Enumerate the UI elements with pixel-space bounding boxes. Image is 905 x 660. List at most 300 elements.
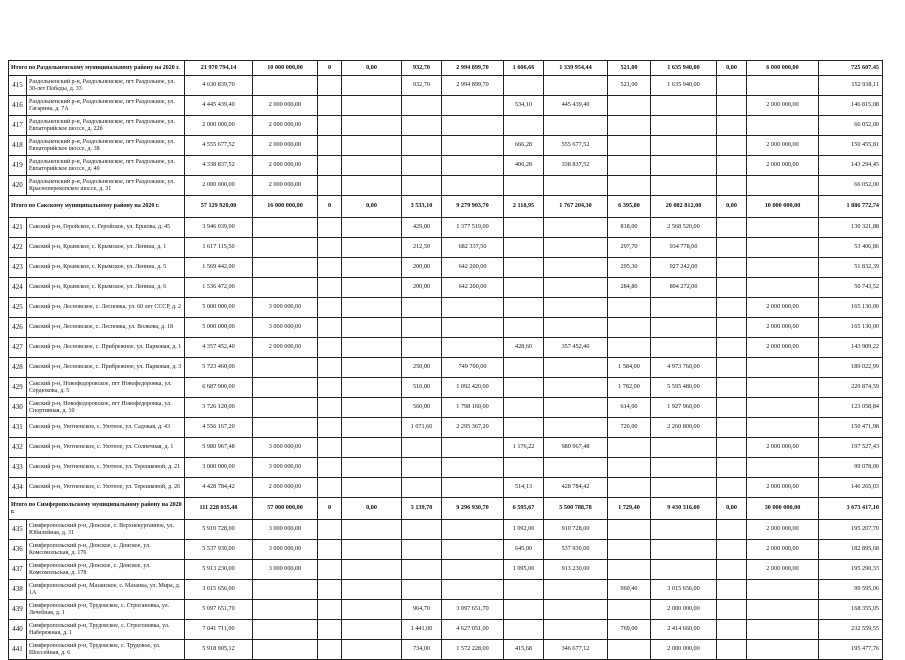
value-cell (504, 318, 544, 338)
value-cell (253, 258, 318, 278)
value-cell (608, 136, 651, 156)
value-cell (717, 418, 747, 438)
value-cell (608, 520, 651, 540)
value-cell (318, 458, 342, 478)
table-row (9, 358, 883, 378)
value-cell (253, 580, 318, 600)
value-cell: 2 000 000,00 (651, 600, 717, 620)
value-cell (651, 438, 717, 458)
value-cell (717, 278, 747, 298)
value-cell: 0,00 (342, 196, 402, 218)
value-cell: 150 471,98 (819, 418, 883, 438)
value-cell: 99 078,00 (819, 458, 883, 478)
value-cell: 0 (318, 61, 342, 76)
table-row (9, 438, 883, 458)
value-cell (651, 478, 717, 498)
value-cell: 2 000 000,00 (747, 156, 819, 176)
value-cell: 195 477,76 (819, 640, 883, 660)
value-cell (717, 156, 747, 176)
value-cell (318, 358, 342, 378)
value-cell: 3 000 000,00 (253, 298, 318, 318)
value-cell (342, 458, 402, 478)
value-cell (342, 156, 402, 176)
table-row (9, 278, 883, 298)
value-cell (608, 338, 651, 358)
value-cell (651, 298, 717, 318)
value-cell (651, 458, 717, 478)
value-cell (504, 218, 544, 238)
value-cell (318, 478, 342, 498)
address-cell: Сакский р-н, Лесновское, с. Прибрежное, ул. Парковая, д. 3 (27, 358, 185, 378)
table-row (9, 96, 883, 116)
table-row (9, 520, 883, 540)
value-cell (442, 458, 504, 478)
row-number: 428 (9, 358, 27, 378)
value-cell: 3 015 656,00 (185, 580, 253, 600)
value-cell (717, 620, 747, 640)
value-cell (342, 136, 402, 156)
value-cell (747, 176, 819, 196)
value-cell (504, 298, 544, 318)
row-number: 420 (9, 176, 27, 196)
value-cell (318, 298, 342, 318)
value-cell: 4 630 839,70 (185, 76, 253, 96)
value-cell (717, 318, 747, 338)
value-cell (318, 580, 342, 600)
value-cell: 6 595,67 (504, 498, 544, 520)
value-cell: 3 000 000,00 (253, 438, 318, 458)
value-cell: 4 556 167,20 (185, 418, 253, 438)
value-cell (717, 136, 747, 156)
value-cell (651, 338, 717, 358)
value-cell (504, 258, 544, 278)
address-cell: Раздольненский р-н, Раздольненское, пгт Раздольное, ул. Евпаторийское шоссе, д. 38 (27, 136, 185, 156)
value-cell (402, 96, 442, 116)
value-cell: 2 000 000,00 (747, 136, 819, 156)
value-cell: 51 832,39 (819, 258, 883, 278)
value-cell (544, 76, 608, 96)
value-cell (318, 520, 342, 540)
value-cell (717, 438, 747, 458)
value-cell: 2 000 000,00 (185, 116, 253, 136)
value-cell (544, 358, 608, 378)
value-cell (717, 176, 747, 196)
value-cell (544, 580, 608, 600)
row-number: 439 (9, 600, 27, 620)
value-cell (608, 298, 651, 318)
table-row (9, 478, 883, 498)
value-cell: 4 627 051,00 (442, 620, 504, 640)
value-cell: 6 687 900,00 (185, 378, 253, 398)
value-cell (504, 620, 544, 640)
value-cell: 3 946 039,00 (185, 218, 253, 238)
value-cell (747, 458, 819, 478)
value-cell: 57 129 920,00 (185, 196, 253, 218)
value-cell (402, 438, 442, 458)
value-cell (342, 218, 402, 238)
row-number: 438 (9, 580, 27, 600)
value-cell (342, 540, 402, 560)
district-total-row (9, 498, 883, 520)
address-cell: Сакский р-н, Геройское, с. Геройское, ул. Ершова, д. 45 (27, 218, 185, 238)
value-cell: 1 572 228,00 (442, 640, 504, 660)
value-cell: 3 015 656,00 (651, 580, 717, 600)
value-cell: 927 242,00 (651, 258, 717, 278)
value-cell (544, 238, 608, 258)
row-number: 429 (9, 378, 27, 398)
value-cell (253, 620, 318, 640)
value-cell (253, 76, 318, 96)
value-cell (342, 96, 402, 116)
value-cell (504, 378, 544, 398)
value-cell (608, 176, 651, 196)
row-number: 423 (9, 258, 27, 278)
value-cell (342, 600, 402, 620)
value-cell (504, 418, 544, 438)
district-total-row (9, 61, 883, 76)
value-cell: 964,70 (402, 600, 442, 620)
value-cell: 3 000 000,00 (185, 458, 253, 478)
value-cell: 720,00 (608, 418, 651, 438)
value-cell (318, 600, 342, 620)
value-cell: 143 294,45 (819, 156, 883, 176)
value-cell (318, 560, 342, 580)
value-cell: 5 000 000,00 (185, 298, 253, 318)
value-cell: 195 207,70 (819, 520, 883, 540)
address-cell: Симферопольский р-н, Трудовское, с. Строгановка, ул. Лечебная, д. 1 (27, 600, 185, 620)
value-cell (442, 136, 504, 156)
value-cell: 1 635 940,00 (651, 61, 717, 76)
row-number: 417 (9, 116, 27, 136)
address-cell: Раздольненский р-н, Раздольненское, пгт Раздольное, ул. 30-лет Победы, д. 33 (27, 76, 185, 96)
value-cell (544, 600, 608, 620)
value-cell (442, 560, 504, 580)
value-cell: 5 000 000,00 (185, 318, 253, 338)
value-cell: 16 000 000,00 (253, 196, 318, 218)
value-cell: 195 290,33 (819, 560, 883, 580)
value-cell: 3 000 000,00 (253, 560, 318, 580)
value-cell (318, 418, 342, 438)
value-cell: 9 430 316,00 (651, 498, 717, 520)
value-cell: 510,00 (402, 378, 442, 398)
row-number: 434 (9, 478, 27, 498)
value-cell (318, 278, 342, 298)
value-cell (544, 458, 608, 478)
value-cell (402, 136, 442, 156)
value-cell: 406,28 (504, 156, 544, 176)
value-cell (747, 258, 819, 278)
value-cell: 521,00 (608, 76, 651, 96)
address-cell: Раздольненский р-н, Раздольненское, пгт Раздольное, ул. Красноперекопское шоссе, д. 31 (27, 176, 185, 196)
address-cell: Сакский р-н, Уютненское, с. Уютное, ул. Терешковой, д. 26 (27, 478, 185, 498)
value-cell (342, 358, 402, 378)
value-cell (747, 218, 819, 238)
value-cell (442, 540, 504, 560)
address-cell: Симферопольский р-н, Донское, с. Донское, ул. Комсомольская, д. 176 (27, 540, 185, 560)
value-cell (402, 478, 442, 498)
value-cell (747, 640, 819, 660)
address-cell: Раздольненский р-н, Раздольненское, пгт Раздольное, ул. Евпаторийское шоссе, д. 40 (27, 156, 185, 176)
value-cell (253, 418, 318, 438)
value-cell: 297,70 (608, 238, 651, 258)
value-cell (318, 378, 342, 398)
value-cell (747, 620, 819, 640)
value-cell: 1 095,00 (504, 560, 544, 580)
table-row (9, 378, 883, 398)
row-number: 432 (9, 438, 27, 458)
value-cell: 3 533,10 (402, 196, 442, 218)
value-cell: 932,70 (402, 76, 442, 96)
value-cell (717, 520, 747, 540)
value-cell: 3 139,70 (402, 498, 442, 520)
address-cell: Симферопольский р-н, Донское, с. Донское, ул. Комсомольская, д. 178 (27, 560, 185, 580)
value-cell (544, 398, 608, 418)
value-cell (717, 640, 747, 660)
value-cell (747, 378, 819, 398)
value-cell (608, 478, 651, 498)
value-cell (342, 338, 402, 358)
table-row (9, 580, 883, 600)
value-cell (253, 640, 318, 660)
value-cell: 1 886 772,74 (819, 196, 883, 218)
address-cell: Сакский р-н, Уютненское, с. Уютное, ул. Терешковой, д. 21 (27, 458, 185, 478)
value-cell: 189 022,99 (819, 358, 883, 378)
value-cell: 5 595 480,00 (651, 378, 717, 398)
table-row (9, 560, 883, 580)
value-cell: 123 058,84 (819, 398, 883, 418)
value-cell (717, 458, 747, 478)
value-cell (651, 136, 717, 156)
value-cell: 53 406,86 (819, 238, 883, 258)
value-cell (402, 176, 442, 196)
row-number: 418 (9, 136, 27, 156)
row-number: 433 (9, 458, 27, 478)
value-cell: 1 092,00 (504, 520, 544, 540)
value-cell (442, 438, 504, 458)
value-cell: 5 723 460,00 (185, 358, 253, 378)
value-cell: 6 395,80 (608, 196, 651, 218)
value-cell (544, 176, 608, 196)
table-row (9, 258, 883, 278)
value-cell: 152 938,11 (819, 76, 883, 96)
value-cell: 429,00 (402, 218, 442, 238)
value-cell (342, 478, 402, 498)
value-cell: 220 874,59 (819, 378, 883, 398)
value-cell (318, 176, 342, 196)
value-cell (342, 258, 402, 278)
value-cell: 1 729,40 (608, 498, 651, 520)
row-number: 441 (9, 640, 27, 660)
value-cell: 428 784,42 (544, 478, 608, 498)
value-cell (342, 580, 402, 600)
value-cell (747, 116, 819, 136)
value-cell (717, 398, 747, 418)
value-cell (717, 96, 747, 116)
register-sheet (8, 60, 882, 660)
address-cell: Симферопольский р-н, Трудовское, с. Строгоновка, ул. Набережная, д. 1 (27, 620, 185, 640)
value-cell (717, 358, 747, 378)
value-cell: 2 000 000,00 (747, 298, 819, 318)
value-cell (318, 96, 342, 116)
value-cell (608, 458, 651, 478)
value-cell (717, 560, 747, 580)
value-cell: 1 782,00 (608, 378, 651, 398)
value-cell: 2 994 899,70 (442, 76, 504, 96)
value-cell (442, 520, 504, 540)
value-cell (342, 238, 402, 258)
value-cell: 734,00 (402, 640, 442, 660)
value-cell: 3 000 000,00 (253, 520, 318, 540)
value-cell (717, 76, 747, 96)
value-cell (253, 600, 318, 620)
value-cell: 146 265,03 (819, 478, 883, 498)
value-cell (717, 378, 747, 398)
address-cell: Симферопольский р-н, Мазанское, с. Мазанка, ул. Мира, д. 1А (27, 580, 185, 600)
value-cell: 99 595,06 (819, 580, 883, 600)
value-cell: 3 097 651,70 (442, 600, 504, 620)
value-cell: 197 527,43 (819, 438, 883, 458)
value-cell: 910 728,00 (544, 520, 608, 540)
row-number: 430 (9, 398, 27, 418)
value-cell: 2 994 899,70 (442, 61, 504, 76)
value-cell: 182 895,68 (819, 540, 883, 560)
value-cell: 0,00 (342, 61, 402, 76)
value-cell: 4 973 760,00 (651, 358, 717, 378)
value-cell: 1 569 442,00 (185, 258, 253, 278)
value-cell: 111 228 035,48 (185, 498, 253, 520)
total-label: Итого по Симферопольскому муниципальному району на 2020 г. (9, 498, 185, 520)
value-cell: 818,00 (608, 218, 651, 238)
value-cell: 57 000 000,00 (253, 498, 318, 520)
value-cell (318, 258, 342, 278)
value-cell: 165 130,00 (819, 318, 883, 338)
value-cell (318, 76, 342, 96)
value-cell (651, 116, 717, 136)
value-cell: 1 377 519,00 (442, 218, 504, 238)
value-cell (442, 580, 504, 600)
table-row (9, 218, 883, 238)
value-cell (442, 96, 504, 116)
address-cell: Раздольненский р-н, Раздольненское, пгт Раздольное, ул. Евпаторийское шоссе, д. 22б (27, 116, 185, 136)
value-cell: 2 000 000,00 (651, 640, 717, 660)
value-cell (544, 418, 608, 438)
value-cell: 1 617 115,50 (185, 238, 253, 258)
value-cell (342, 620, 402, 640)
value-cell (544, 116, 608, 136)
value-cell: 2 000 000,00 (747, 478, 819, 498)
value-cell (318, 438, 342, 458)
value-cell (651, 96, 717, 116)
row-number: 431 (9, 418, 27, 438)
value-cell: 250,00 (402, 358, 442, 378)
table-row (9, 620, 883, 640)
value-cell: 232 559,55 (819, 620, 883, 640)
value-cell (342, 278, 402, 298)
value-cell (342, 76, 402, 96)
value-cell (504, 116, 544, 136)
value-cell: 749 700,00 (442, 358, 504, 378)
value-cell: 5 910 728,00 (185, 520, 253, 540)
row-number: 435 (9, 520, 27, 540)
address-cell: Сакский р-н, Крымское, с. Крымское, ул. Ленина, д. 1 (27, 238, 185, 258)
value-cell (717, 540, 747, 560)
value-cell (608, 560, 651, 580)
value-cell: 295,30 (608, 258, 651, 278)
value-cell (608, 116, 651, 136)
value-cell (402, 298, 442, 318)
value-cell (747, 358, 819, 378)
value-cell (442, 338, 504, 358)
value-cell: 1 767 204,30 (544, 196, 608, 218)
value-cell: 143 909,22 (819, 338, 883, 358)
value-cell (544, 298, 608, 318)
value-cell (651, 540, 717, 560)
value-cell (342, 520, 402, 540)
value-cell: 1 092 420,00 (442, 378, 504, 398)
value-cell: 415,68 (504, 640, 544, 660)
value-cell (608, 600, 651, 620)
value-cell (342, 298, 402, 318)
value-cell (318, 318, 342, 338)
value-cell (442, 478, 504, 498)
value-cell (342, 116, 402, 136)
value-cell: 3 000 000,00 (253, 540, 318, 560)
value-cell (544, 378, 608, 398)
value-cell (342, 418, 402, 438)
value-cell (318, 398, 342, 418)
value-cell: 7 041 711,00 (185, 620, 253, 640)
value-cell (747, 580, 819, 600)
table-row (9, 540, 883, 560)
value-cell: 10 000 000,00 (747, 196, 819, 218)
value-cell: 1 536 472,00 (185, 278, 253, 298)
value-cell (402, 560, 442, 580)
value-cell (253, 278, 318, 298)
value-cell: 1 606,66 (504, 61, 544, 76)
address-cell: Раздольненский р-н, Раздольненское, пгт Раздольное, ул. Гагарина, д. 7А (27, 96, 185, 116)
value-cell: 2 000 000,00 (253, 156, 318, 176)
value-cell (318, 238, 342, 258)
value-cell: 20 082 812,00 (651, 196, 717, 218)
value-cell (504, 176, 544, 196)
value-cell: 2 000 000,00 (747, 318, 819, 338)
value-cell: 50 743,52 (819, 278, 883, 298)
row-number: 424 (9, 278, 27, 298)
value-cell: 0,00 (717, 498, 747, 520)
value-cell: 725 607,45 (819, 61, 883, 76)
value-cell: 0 (318, 498, 342, 520)
value-cell (717, 116, 747, 136)
value-cell (651, 560, 717, 580)
value-cell: 2 000 000,00 (747, 560, 819, 580)
value-cell (253, 378, 318, 398)
value-cell (504, 238, 544, 258)
row-number: 419 (9, 156, 27, 176)
value-cell (342, 378, 402, 398)
table-row (9, 418, 883, 438)
value-cell: 913 230,00 (544, 560, 608, 580)
value-cell: 666,28 (504, 136, 544, 156)
value-cell: 200,00 (402, 258, 442, 278)
value-cell: 146 815,08 (819, 96, 883, 116)
value-cell: 4 428 784,42 (185, 478, 253, 498)
value-cell (608, 438, 651, 458)
value-cell: 445 439,40 (544, 96, 608, 116)
value-cell (402, 338, 442, 358)
value-cell (442, 318, 504, 338)
address-cell: Сакский р-н, Уютненское, с. Уютное, ул. Солнечная, д. 1 (27, 438, 185, 458)
value-cell: 2 260 800,00 (651, 418, 717, 438)
